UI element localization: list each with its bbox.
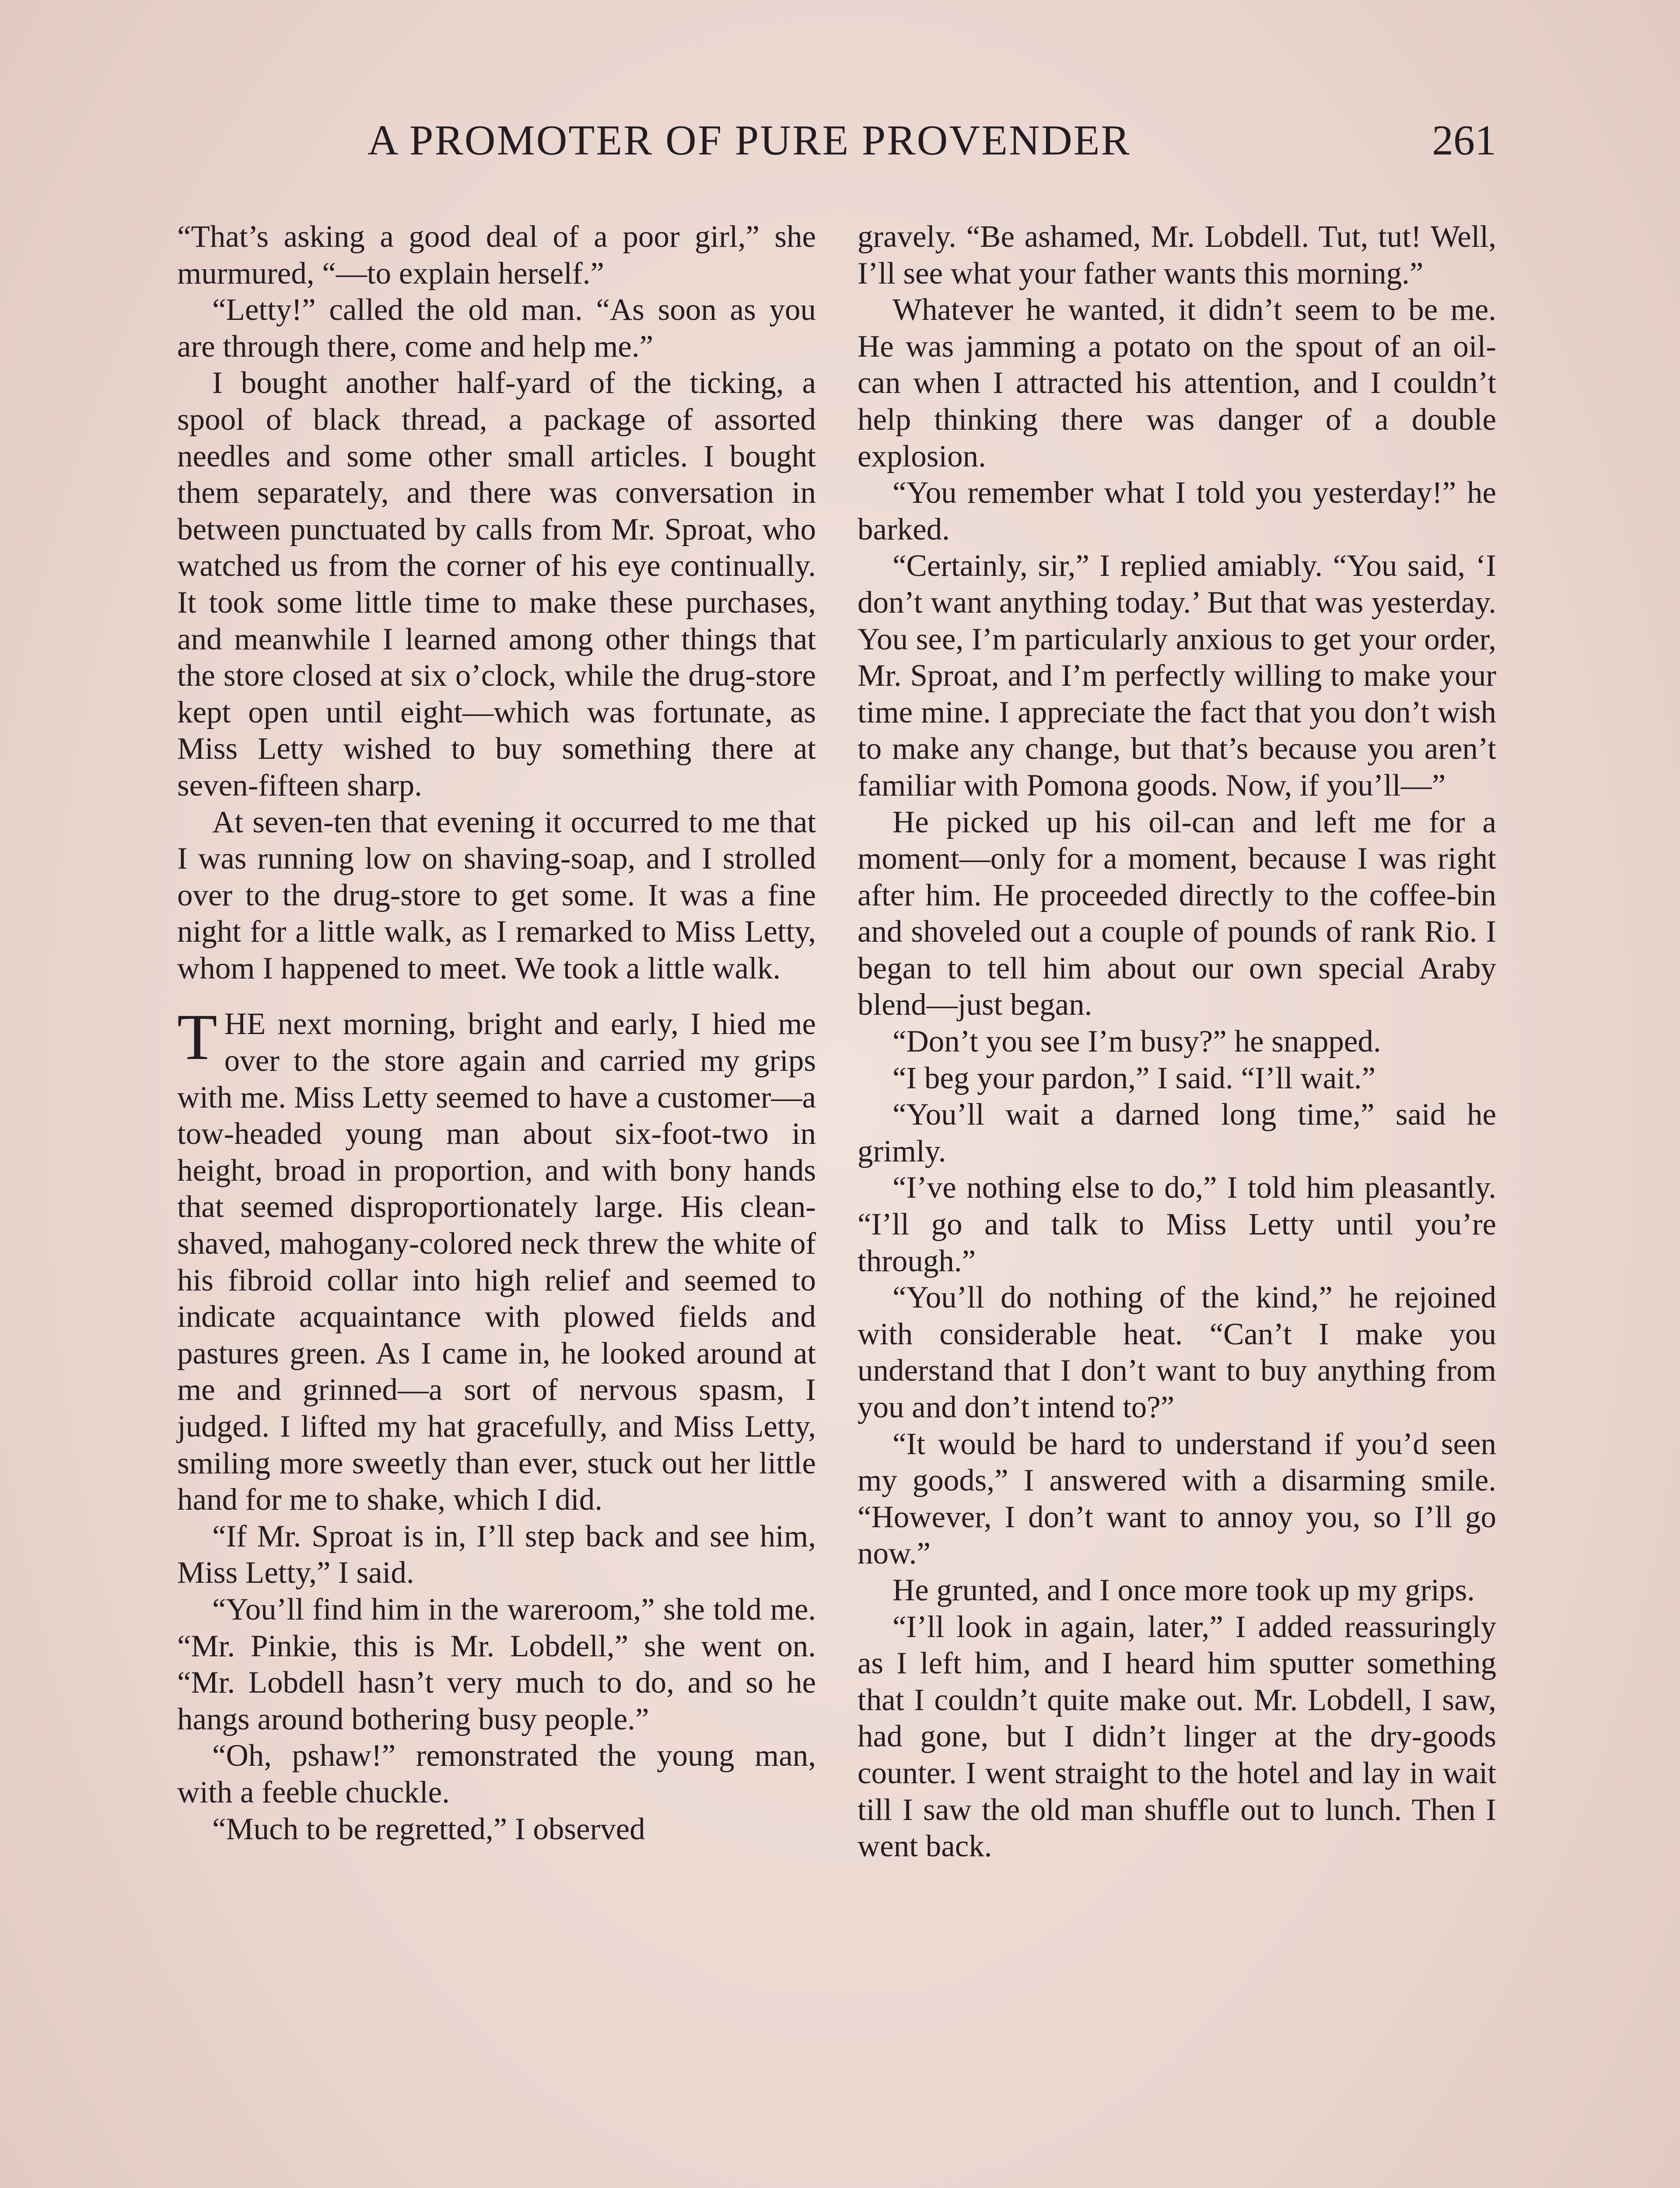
- paragraph: “You’ll find him in the wareroom,” she told me. “Mr. Pinkie, this is Mr. Lobdell,” she went on. “Mr. Lobdell hasn’t very much to do, and so he hangs around bothering busy people.”: [177, 1592, 816, 1736]
- paragraph-text: next morning, bright and early, I hied me over to the store again and carried my grips with me. Miss Letty seemed to have a customer—a tow-headed young man about six-foot-two in height, broad in proportion, and with bony hands that seemed disproportionately large. His clean-shaved, mahogany-colored neck threw the white of his fibroid collar into high relief and seemed to indicate acquaintance with plowed fields and pastures green. As I came in, he looked around at me and grinned—a sort of nervous spasm, I judged. I lifted my hat gracefully, and Miss Letty, smiling more sweetly than ever, stuck out her little hand for me to shake, which I did.: [177, 1007, 816, 1517]
- paragraph: “You’ll wait a darned long time,” said he grimly.: [858, 1098, 1496, 1168]
- paragraph: “Certainly, sir,” I replied amiably. “You said, ‘I don’t want anything today.’ But that was yesterday. You see, I’m particularly anxious to get your order, Mr. Sproat, and I’m perfectly willing to make your time mine. I appreciate the fact that you don’t wish to make any change, but that’s because you aren’t familiar with Pomona goods. Now, if you’ll—”: [858, 549, 1496, 803]
- paragraph: Whatever he wanted, it didn’t seem to be me. He was jamming a potato on the spout of an oil-can when I attracted his attention, and I couldn’t help thinking there was danger of a double explosion.: [858, 293, 1496, 473]
- paragraph: “I’ll look in again, later,” I added reassuringly as I left him, and I heard him sputter something that I couldn’t quite make out. Mr. Lobdell, I saw, had gone, but I didn’t linger at the dry-goods counter. I went straight to the hotel and lay in wait till I saw the old man shuffle out to lunch. Then I went back.: [858, 1609, 1496, 1864]
- paragraph: “I beg your pardon,” I said. “I’ll wait.”: [892, 1061, 1376, 1095]
- paragraph: “Letty!” called the old man. “As soon as you are through there, come and help me.”: [177, 293, 816, 364]
- running-header: [175, 119, 1496, 172]
- paragraph: “You remember what I told you yesterday!” he barked.: [858, 476, 1496, 547]
- paragraph: gravely. “Be ashamed, Mr. Lobdell. Tut, tut! Well, I’ll see what your father wants this morning.”: [858, 220, 1496, 291]
- drop-cap-continuation: HE: [224, 1007, 266, 1041]
- page-number: 261: [1432, 117, 1496, 164]
- paragraph: “That’s asking a good deal of a poor girl,” she murmured, “—to explain herself.”: [177, 220, 816, 291]
- paragraph: At seven-ten that evening it occurred to me that I was running low on shaving-soap, and I strolled over to the drug-store to get some. It was a fine night for a little walk, as I remarked to Miss Letty, whom I happened to meet. We took a little walk.: [177, 805, 816, 985]
- paragraph: “If Mr. Sproat is in, I’ll step back and see him, Miss Letty,” I said.: [177, 1519, 816, 1590]
- running-title: A PROMOTER OF PURE PROVENDER: [368, 117, 1131, 164]
- paragraph: “You’ll do nothing of the kind,” he rejoined with considerable heat. “Can’t I make you understand that I don’t want to buy anything from you and don’t intend to?”: [858, 1280, 1496, 1424]
- paragraph: “Oh, pshaw!” remonstrated the young man, with a feeble chuckle.: [177, 1739, 816, 1809]
- paragraph: “I’ve nothing else to do,” I told him pleasantly. “I’ll go and talk to Miss Letty until you’re through.”: [858, 1171, 1496, 1278]
- left-text-column: [177, 219, 816, 1848]
- paragraph: “It would be hard to understand if you’d seen my goods,” I answered with a disarming smile. “However, I don’t want to annoy you, so I’ll go now.”: [858, 1427, 1496, 1571]
- right-text-column: [858, 219, 1496, 1865]
- section-opening-paragraph: [177, 1001, 816, 1518]
- drop-cap: T: [177, 1001, 217, 1074]
- paragraph: He grunted, and I once more took up my grips.: [892, 1573, 1475, 1607]
- paragraph: I bought another half-yard of the ticking, a spool of black thread, a package of assorted needles and some other small articles. I bought them separately, and there was conversation in between punctuated by calls from Mr. Sproat, who watched us from the corner of his eye continually. It took some little time to make these purchases, and meanwhile I learned among other things that the store closed at six o’clock, while the drug-store kept open until eight—which was fortunate, as Miss Letty wished to buy something there at seven-fifteen sharp.: [177, 366, 816, 803]
- paragraph: He picked up his oil-can and left me for a moment—only for a moment, because I was right after him. He proceeded directly to the coffee-bin and shoveled out a couple of pounds of rank Rio. I began to tell him about our own special Araby blend—just began.: [858, 805, 1496, 1022]
- paragraph: “Don’t you see I’m busy?” he snapped.: [892, 1024, 1381, 1059]
- paragraph: “Much to be regretted,” I observed: [212, 1812, 645, 1846]
